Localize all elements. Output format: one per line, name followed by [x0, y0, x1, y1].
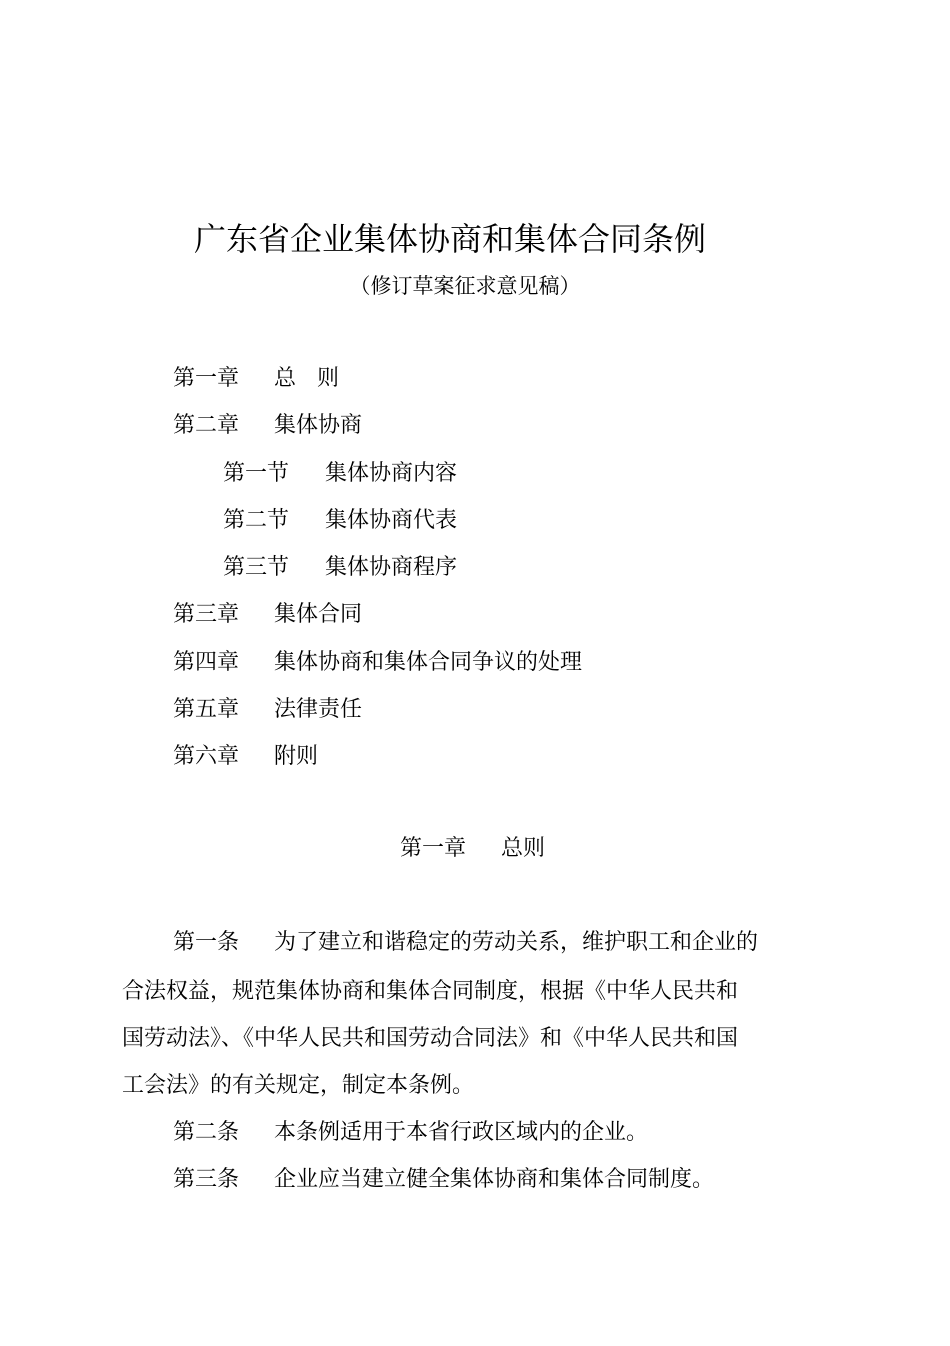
toc-item-name: 总 则: [274, 366, 339, 391]
article-number: 第三条: [173, 1167, 240, 1192]
chapter-name: 总则: [501, 836, 546, 861]
toc-item-name: 法律责任: [274, 697, 363, 722]
document-subtitle: （修订草案征求意见稿）: [349, 274, 581, 298]
article-text-line: 国劳动法》、《中华人民共和国劳动合同法》和《中华人民共和国: [122, 1026, 739, 1051]
toc-item-name: 集体合同: [274, 602, 363, 627]
article-text-line: 企业应当建立健全集体协商和集体合同制度。: [274, 1167, 715, 1192]
article-text-line: 为了建立和谐稳定的劳动关系，维护职工和企业的: [274, 930, 759, 955]
toc-item-number: 第二章: [173, 413, 240, 438]
toc-item-number: 第三章: [173, 602, 240, 627]
toc-item-number: 第四章: [173, 650, 240, 675]
article-number: 第二条: [173, 1120, 240, 1145]
toc-item-number: 第一章: [173, 366, 240, 391]
toc-item-name: 集体协商: [274, 413, 363, 438]
toc-item-number: 第六章: [173, 744, 240, 769]
toc-item-name: 集体协商代表: [325, 508, 458, 533]
document-title: 广东省企业集体协商和集体合同条例: [193, 220, 706, 258]
toc-item-number: 第五章: [173, 697, 240, 722]
toc-item-name: 附则: [274, 744, 319, 769]
toc-item-name: 集体协商内容: [325, 461, 458, 486]
toc-item-number: 第三节: [223, 555, 290, 580]
toc-item-number: 第一节: [223, 461, 290, 486]
article-text-line: 工会法》的有关规定，制定本条例。: [122, 1073, 475, 1098]
toc-item-name: 集体协商和集体合同争议的处理: [274, 650, 583, 675]
article-number: 第一条: [173, 930, 240, 955]
toc-item-number: 第二节: [223, 508, 290, 533]
chapter-heading: [0, 834, 950, 864]
article-text-line: 本条例适用于本省行政区域内的企业。: [274, 1120, 649, 1145]
toc-item-name: 集体协商程序: [325, 555, 458, 580]
article-text-line: 合法权益，规范集体协商和集体合同制度，根据《中华人民共和: [122, 979, 739, 1004]
chapter-number: 第一章: [400, 836, 467, 861]
